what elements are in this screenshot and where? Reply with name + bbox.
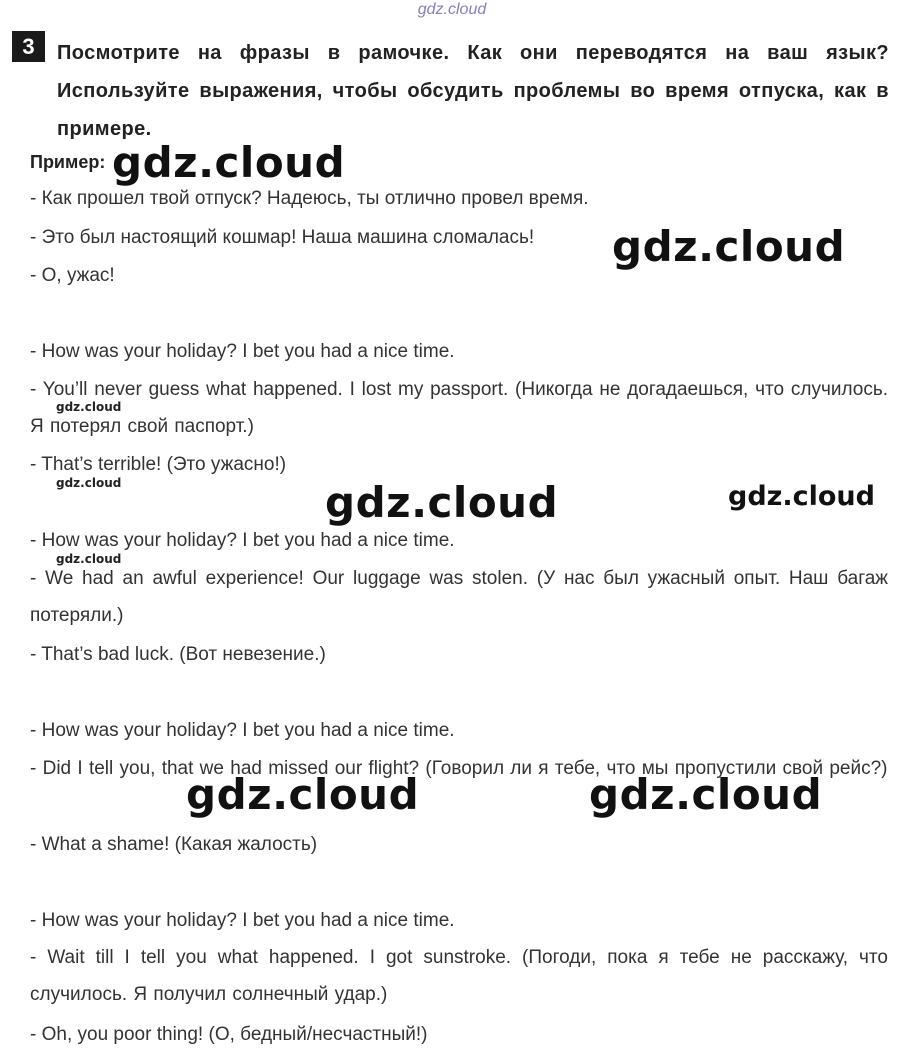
dialogue-line: - That’s terrible! (Это ужасно!) — [30, 454, 287, 475]
dialogue-line: - How was your holiday? I bet you had a nice time. — [30, 910, 455, 931]
dialogue-line: - That’s bad luck. (Вот невезение.) — [30, 644, 326, 665]
dialogue-line: - Это был настоящий кошмар! Наша машина сломалась! — [30, 227, 535, 248]
dialogue-line: - How was your holiday? I bet you had a nice time. — [30, 341, 455, 362]
watermark-text: gdz.cloud — [56, 476, 122, 490]
dialogue-line: - How was your holiday? I bet you had a nice time. — [30, 720, 455, 741]
watermark-text: gdz.cloud — [186, 770, 420, 819]
watermark-text: gdz.cloud — [612, 222, 846, 271]
dialogue-line: - We had an awful experience! Our luggage was stolen. (У нас был ужасный опыт. Наш багаж потеряли.) — [30, 568, 888, 626]
watermark-text: gdz.cloud — [56, 400, 122, 414]
dialogue-line: - О, ужас! — [30, 265, 115, 286]
dialogue-line: - Как прошел твой отпуск? Надеюсь, ты отлично провел время. — [30, 188, 589, 209]
task-number-badge: 3 — [12, 31, 45, 62]
watermark-text: gdz.cloud — [325, 478, 559, 527]
dialogue-line: - How was your holiday? I bet you had a nice time. — [30, 530, 455, 551]
watermark-text: gdz.cloud — [112, 138, 346, 187]
dialogue-line: - You’ll never guess what happened. I lost my passport. (Никогда не догадаешься, что случилось. Я потерял свой паспорт.) — [30, 379, 888, 437]
watermark-text: gdz.cloud — [728, 481, 875, 512]
dialogue-line: - What a shame! (Какая жалость) — [30, 834, 318, 855]
watermark-text: gdz.cloud — [589, 770, 823, 819]
dialogue-line: - Oh, you poor thing! (О, бедный/несчастный!) — [30, 1024, 428, 1045]
task-instruction: Посмотрите на фразы в рамочке. Как они переводятся на ваш язык? Используйте выражения, чтобы обсудить проблемы во время отпуска, как в примере. — [57, 42, 889, 140]
dialogue-line: - Wait till I tell you what happened. I got sunstroke. (Погоди, пока я тебе не расскажу, что случилось. Я получил солнечный удар.) — [30, 947, 888, 1005]
dialogue-line: - Did I tell you, that we had missed our flight? (Говорил ли я тебе, что мы пропустили свой рейс?) — [30, 758, 888, 779]
site-watermark-header: gdz.cloud — [417, 1, 487, 18]
watermark-text: gdz.cloud — [56, 552, 122, 566]
example-label: Пример: — [30, 152, 106, 172]
